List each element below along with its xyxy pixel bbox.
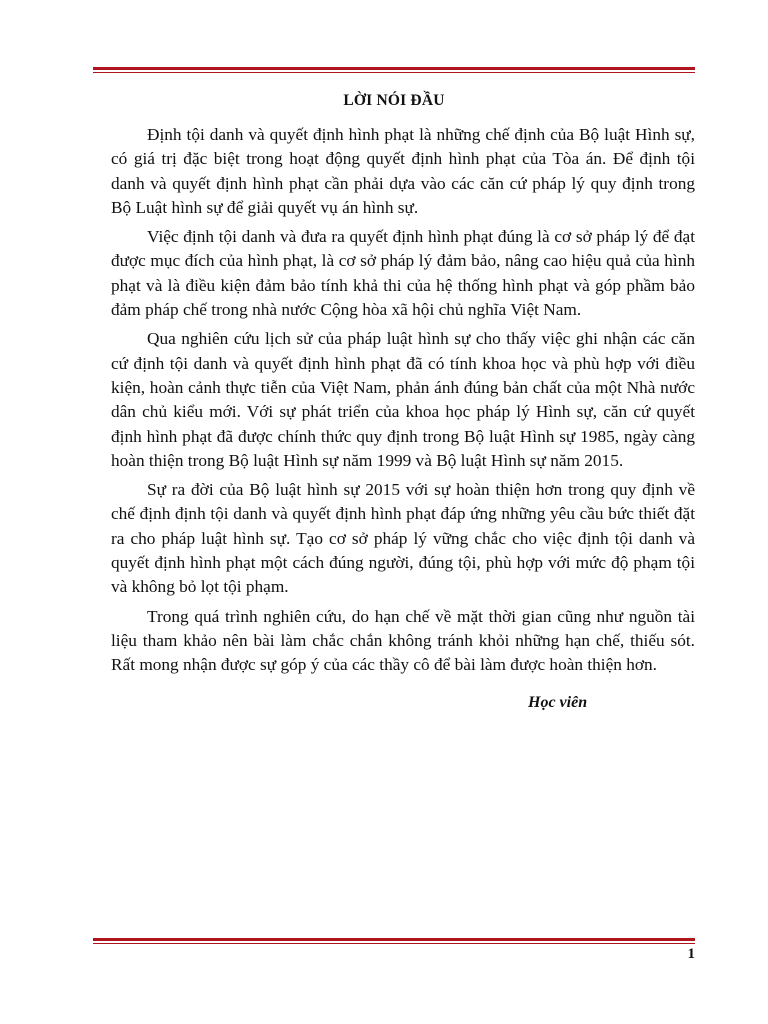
paragraph-1: Định tội danh và quyết định hình phạt là những chế định của Bộ luật Hình sự, có giá trị đặc biệt trong hoạt động quyết định hình phạt của Tòa án. Để định tội danh và quyết định hình phạt cần phải dựa vào các căn cứ pháp lý quy định trong Bộ Luật hình sự để giải quyết vụ án hình sự.: [111, 125, 695, 217]
footer-rule-thin: [93, 943, 695, 944]
document-body: [111, 123, 695, 683]
paragraph-5: Trong quá trình nghiên cứu, do hạn chế về mặt thời gian cũng như nguồn tài liệu tham khảo nên bài làm chắc chắn không tránh khỏi những hạn chế, thiếu sót. Rất mong nhận được sự góp ý của các thầy cô để bài làm được hoàn thiện hơn.: [111, 606, 695, 675]
page-number: 1: [687, 946, 695, 962]
footer-double-rule: [93, 938, 695, 944]
page-title: LỜI NÓI ĐẦU: [343, 92, 445, 109]
header-rule-thin: [93, 72, 695, 73]
signature: Học viên: [528, 694, 588, 711]
paragraph-4: Sự ra đời của Bộ luật hình sự 2015 với sự hoàn thiện hơn trong quy định về chế định định tội danh và quyết định hình phạt đáp ứng những yêu cầu bức thiết đặt ra cho pháp luật hình sự. Tạo cơ sở pháp lý vững chắc cho việc định tội danh và quyết định hình phạt một cách đúng người, đúng tội, phù hợp với mức độ phạm tội và không bỏ lọt tội phạm.: [111, 480, 695, 597]
header-double-rule: [93, 67, 695, 73]
paragraph-2: Việc định tội danh và đưa ra quyết định hình phạt đúng là cơ sở pháp lý để đạt được mục đích của hình phạt, là cơ sở pháp lý đảm bảo, nâng cao hiệu quả của hình phạt và là điều kiện đảm bảo tính khả thi của hệ thống hình phạt và góp phầm bảo đảm pháp chế trong nhà nước Cộng hòa xã hội chủ nghĩa Việt Nam.: [111, 227, 695, 320]
paragraph-3: Qua nghiên cứu lịch sử của pháp luật hình sự cho thấy việc ghi nhận các căn cứ định tội danh và quyết định hình phạt đã có tính khoa học và phù hợp với điều kiện, hoàn cảnh thực tiễn của Việt Nam, phản ánh đúng bản chất của một Nhà nước dân chủ kiểu mới. Với sự phát triển của khoa học pháp lý Hình sự, căn cứ quyết định hình phạt đã được chính thức quy định trong Bộ luật Hình sự 1985, ngày càng hoàn thiện trong Bộ luật Hình sự năm 1999 và Bộ luật Hình sự năm 2015.: [111, 329, 695, 470]
